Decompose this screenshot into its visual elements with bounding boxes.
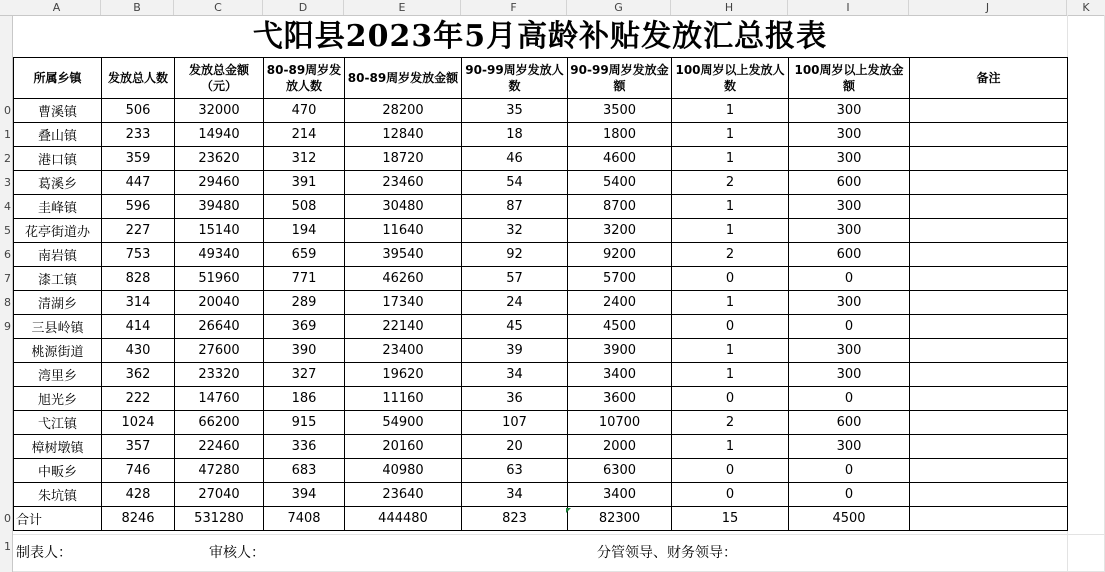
- table-cell[interactable]: 414: [102, 315, 175, 339]
- table-cell[interactable]: 1: [672, 99, 789, 123]
- table-cell[interactable]: 300: [789, 339, 910, 363]
- row-number[interactable]: 6: [4, 248, 11, 261]
- table-row: [14, 243, 1068, 267]
- table-cell[interactable]: 312: [264, 147, 345, 171]
- table-cell[interactable]: 300: [789, 99, 910, 123]
- table-cell[interactable]: 1800: [568, 123, 672, 147]
- table-row: [14, 363, 1068, 387]
- town-name-cell[interactable]: 花亭街道办: [14, 219, 102, 243]
- row-number[interactable]: 2: [4, 152, 11, 165]
- table-cell[interactable]: 359: [102, 147, 175, 171]
- table-cell[interactable]: 2400: [568, 291, 672, 315]
- table-cell[interactable]: 11640: [345, 219, 462, 243]
- table-cell[interactable]: [910, 267, 1068, 291]
- row-number[interactable]: 0: [4, 104, 11, 117]
- table-cell[interactable]: 394: [264, 483, 345, 507]
- table-cell[interactable]: 40980: [345, 459, 462, 483]
- table-cell[interactable]: 390: [264, 339, 345, 363]
- table-cell[interactable]: [910, 171, 1068, 195]
- table-row: [14, 435, 1068, 459]
- column-header-b[interactable]: B: [101, 0, 174, 15]
- table-cell[interactable]: 1: [672, 363, 789, 387]
- table-cell[interactable]: 3900: [568, 339, 672, 363]
- table-cell[interactable]: [910, 363, 1068, 387]
- table-cell[interactable]: 430: [102, 339, 175, 363]
- table-cell[interactable]: 300: [789, 219, 910, 243]
- total-cell[interactable]: 15: [672, 507, 789, 531]
- table-cell[interactable]: [910, 435, 1068, 459]
- table-cell[interactable]: 2: [672, 411, 789, 435]
- table-cell[interactable]: 828: [102, 267, 175, 291]
- table-cell[interactable]: 0: [672, 315, 789, 339]
- column-header-h[interactable]: H: [671, 0, 788, 15]
- table-cell[interactable]: 659: [264, 243, 345, 267]
- town-name-cell[interactable]: 桃源街道: [14, 339, 102, 363]
- town-name-cell[interactable]: 漆工镇: [14, 267, 102, 291]
- table-cell[interactable]: 753: [102, 243, 175, 267]
- table-cell[interactable]: 32000: [175, 99, 264, 123]
- total-cell[interactable]: 4500: [789, 507, 910, 531]
- town-name-cell[interactable]: 葛溪乡: [14, 171, 102, 195]
- header-cell[interactable]: 所属乡镇: [14, 58, 102, 99]
- table-cell[interactable]: 22140: [345, 315, 462, 339]
- table-cell[interactable]: 66200: [175, 411, 264, 435]
- table-cell[interactable]: [910, 411, 1068, 435]
- table-cell[interactable]: 1024: [102, 411, 175, 435]
- row-number[interactable]: 1: [4, 540, 11, 553]
- table-cell[interactable]: 2: [672, 243, 789, 267]
- table-cell[interactable]: 3600: [568, 387, 672, 411]
- town-name-cell[interactable]: 港口镇: [14, 147, 102, 171]
- table-cell[interactable]: 12840: [345, 123, 462, 147]
- preparer-label[interactable]: 制表人：: [16, 545, 72, 561]
- total-cell[interactable]: [910, 507, 1068, 531]
- table-cell[interactable]: [910, 339, 1068, 363]
- header-cell[interactable]: 100周岁以上发放人数: [672, 58, 789, 99]
- table-cell[interactable]: 22460: [175, 435, 264, 459]
- table-row: [14, 195, 1068, 219]
- town-name-cell[interactable]: 三县岭镇: [14, 315, 102, 339]
- table-cell[interactable]: 289: [264, 291, 345, 315]
- table-cell[interactable]: [910, 147, 1068, 171]
- table-cell[interactable]: 0: [672, 459, 789, 483]
- table-cell[interactable]: 915: [264, 411, 345, 435]
- table-cell[interactable]: 49340: [175, 243, 264, 267]
- table-cell[interactable]: 222: [102, 387, 175, 411]
- table-cell[interactable]: 11160: [345, 387, 462, 411]
- table-cell[interactable]: 0: [672, 387, 789, 411]
- table-cell[interactable]: 227: [102, 219, 175, 243]
- table-cell[interactable]: 1: [672, 291, 789, 315]
- table-cell[interactable]: 428: [102, 483, 175, 507]
- table-cell[interactable]: 771: [264, 267, 345, 291]
- row-number[interactable]: 8: [4, 296, 11, 309]
- table-cell[interactable]: 0: [789, 459, 910, 483]
- table-cell[interactable]: 1: [672, 123, 789, 147]
- table-row: [14, 483, 1068, 507]
- column-header-f[interactable]: F: [461, 0, 567, 15]
- table-cell[interactable]: 0: [789, 315, 910, 339]
- table-cell[interactable]: 0: [789, 267, 910, 291]
- table-cell[interactable]: 8700: [568, 195, 672, 219]
- total-row: [14, 507, 1068, 531]
- table-cell[interactable]: [910, 315, 1068, 339]
- table-cell[interactable]: 23400: [345, 339, 462, 363]
- table-row: [14, 123, 1068, 147]
- column-header-e[interactable]: E: [344, 0, 461, 15]
- town-name-cell[interactable]: 樟树墩镇: [14, 435, 102, 459]
- table-cell[interactable]: [910, 243, 1068, 267]
- table-row: [14, 147, 1068, 171]
- column-header-i[interactable]: I: [788, 0, 909, 15]
- table-cell[interactable]: 36: [462, 387, 568, 411]
- table-cell[interactable]: [910, 195, 1068, 219]
- column-header-j[interactable]: J: [909, 0, 1067, 15]
- row-number[interactable]: 5: [4, 224, 11, 237]
- table-cell[interactable]: 9200: [568, 243, 672, 267]
- table-cell[interactable]: [910, 123, 1068, 147]
- total-cell[interactable]: 531280: [175, 507, 264, 531]
- header-cell[interactable]: 90-99周岁发放人数: [462, 58, 568, 99]
- table-cell[interactable]: 508: [264, 195, 345, 219]
- table-cell[interactable]: 1: [672, 339, 789, 363]
- town-name-cell[interactable]: 叠山镇: [14, 123, 102, 147]
- table-cell[interactable]: 5400: [568, 171, 672, 195]
- total-cell[interactable]: 82300: [568, 507, 672, 531]
- table-cell[interactable]: 26640: [175, 315, 264, 339]
- table-cell[interactable]: 600: [789, 243, 910, 267]
- town-name-cell[interactable]: 中畈乡: [14, 459, 102, 483]
- header-cell[interactable]: 80-89周岁发放金额: [345, 58, 462, 99]
- table-cell[interactable]: 46260: [345, 267, 462, 291]
- row-number[interactable]: 3: [4, 176, 11, 189]
- leaders-label[interactable]: 分管领导、财务领导：: [597, 545, 737, 561]
- table-cell[interactable]: 1: [672, 147, 789, 171]
- table-cell[interactable]: 35: [462, 99, 568, 123]
- table-cell[interactable]: 92: [462, 243, 568, 267]
- table-cell[interactable]: [910, 99, 1068, 123]
- table-cell[interactable]: 369: [264, 315, 345, 339]
- table-cell[interactable]: [910, 387, 1068, 411]
- table-cell[interactable]: 23460: [345, 171, 462, 195]
- row-header-strip: [0, 16, 13, 572]
- table-cell[interactable]: 4500: [568, 315, 672, 339]
- table-cell[interactable]: 20040: [175, 291, 264, 315]
- table-cell[interactable]: 34: [462, 363, 568, 387]
- row-number[interactable]: 1: [4, 128, 11, 141]
- row-number[interactable]: 0: [4, 512, 11, 525]
- table-row: [14, 387, 1068, 411]
- table-cell[interactable]: 45: [462, 315, 568, 339]
- table-cell[interactable]: 23320: [175, 363, 264, 387]
- table-cell[interactable]: 0: [789, 387, 910, 411]
- row-number[interactable]: 4: [4, 200, 11, 213]
- table-cell[interactable]: [910, 291, 1068, 315]
- table-cell[interactable]: [910, 219, 1068, 243]
- table-row: [14, 267, 1068, 291]
- table-row: [14, 459, 1068, 483]
- table-cell[interactable]: 596: [102, 195, 175, 219]
- table-cell[interactable]: 107: [462, 411, 568, 435]
- table-cell[interactable]: 447: [102, 171, 175, 195]
- table-cell[interactable]: 20160: [345, 435, 462, 459]
- table-cell[interactable]: 506: [102, 99, 175, 123]
- table-row: [14, 339, 1068, 363]
- table-cell[interactable]: 214: [264, 123, 345, 147]
- table-cell[interactable]: 23620: [175, 147, 264, 171]
- table-cell[interactable]: 23640: [345, 483, 462, 507]
- table-cell[interactable]: 336: [264, 435, 345, 459]
- table-row: [14, 315, 1068, 339]
- table-cell[interactable]: 29460: [175, 171, 264, 195]
- table-cell[interactable]: 87: [462, 195, 568, 219]
- table-cell[interactable]: 46: [462, 147, 568, 171]
- table-cell[interactable]: 3200: [568, 219, 672, 243]
- header-cell[interactable]: 发放总人数: [102, 58, 175, 99]
- table-cell[interactable]: 1: [672, 435, 789, 459]
- table-cell[interactable]: 54: [462, 171, 568, 195]
- table-cell[interactable]: 5700: [568, 267, 672, 291]
- table-cell[interactable]: 6300: [568, 459, 672, 483]
- table-cell[interactable]: 300: [789, 291, 910, 315]
- table-cell[interactable]: 3500: [568, 99, 672, 123]
- column-header-d[interactable]: D: [263, 0, 344, 15]
- column-header-a[interactable]: A: [13, 0, 101, 15]
- table-row: [14, 291, 1068, 315]
- table-row: [14, 99, 1068, 123]
- table-cell[interactable]: 54900: [345, 411, 462, 435]
- town-name-cell[interactable]: 清湖乡: [14, 291, 102, 315]
- reviewer-label[interactable]: 审核人：: [209, 545, 265, 561]
- table-cell[interactable]: 0: [672, 483, 789, 507]
- table-cell[interactable]: 300: [789, 147, 910, 171]
- town-name-cell[interactable]: 弋江镇: [14, 411, 102, 435]
- table-row: [14, 219, 1068, 243]
- table-cell[interactable]: 300: [789, 363, 910, 387]
- table-cell[interactable]: 600: [789, 171, 910, 195]
- table-cell[interactable]: 15140: [175, 219, 264, 243]
- table-cell[interactable]: 2: [672, 171, 789, 195]
- table-cell[interactable]: 4600: [568, 147, 672, 171]
- column-header-c[interactable]: C: [174, 0, 263, 15]
- table-cell[interactable]: 27040: [175, 483, 264, 507]
- row-number[interactable]: 7: [4, 272, 11, 285]
- table-cell[interactable]: 362: [102, 363, 175, 387]
- table-cell[interactable]: 14760: [175, 387, 264, 411]
- table-cell[interactable]: 1: [672, 219, 789, 243]
- table-cell[interactable]: 63: [462, 459, 568, 483]
- table-cell[interactable]: 39480: [175, 195, 264, 219]
- total-cell[interactable]: 823: [462, 507, 568, 531]
- table-cell[interactable]: 186: [264, 387, 345, 411]
- table-header-row: [14, 58, 1068, 99]
- table-row: [14, 411, 1068, 435]
- table-cell[interactable]: 3400: [568, 363, 672, 387]
- header-cell[interactable]: 100周岁以上发放金额: [789, 58, 910, 99]
- town-name-cell[interactable]: 曹溪镇: [14, 99, 102, 123]
- table-cell[interactable]: 34: [462, 483, 568, 507]
- table-row: [14, 171, 1068, 195]
- cell-comment-indicator: [566, 508, 571, 513]
- table-cell[interactable]: 233: [102, 123, 175, 147]
- table-cell[interactable]: 194: [264, 219, 345, 243]
- table-cell[interactable]: 39: [462, 339, 568, 363]
- table-cell[interactable]: 19620: [345, 363, 462, 387]
- total-cell[interactable]: 8246: [102, 507, 175, 531]
- row-number[interactable]: 9: [4, 320, 11, 333]
- table-cell[interactable]: 300: [789, 123, 910, 147]
- table-cell[interactable]: 357: [102, 435, 175, 459]
- table-cell[interactable]: 0: [789, 483, 910, 507]
- table-cell[interactable]: 17340: [345, 291, 462, 315]
- table-cell[interactable]: 1: [672, 195, 789, 219]
- town-name-cell[interactable]: 朱坑镇: [14, 483, 102, 507]
- column-header-k[interactable]: K: [1082, 1, 1090, 14]
- column-header-row: [0, 0, 1105, 16]
- town-name-cell[interactable]: 南岩镇: [14, 243, 102, 267]
- table-cell[interactable]: 14940: [175, 123, 264, 147]
- table-cell[interactable]: [910, 459, 1068, 483]
- column-header-g[interactable]: G: [567, 0, 671, 15]
- table-cell[interactable]: 47280: [175, 459, 264, 483]
- header-cell[interactable]: 80-89周岁发放人数: [264, 58, 345, 99]
- table-cell[interactable]: 314: [102, 291, 175, 315]
- table-cell[interactable]: 300: [789, 435, 910, 459]
- table-cell[interactable]: 600: [789, 411, 910, 435]
- table-cell[interactable]: 24: [462, 291, 568, 315]
- table-cell[interactable]: 20: [462, 435, 568, 459]
- table-cell[interactable]: 57: [462, 267, 568, 291]
- header-cell[interactable]: 发放总金额（元）: [175, 58, 264, 99]
- table-cell[interactable]: 3400: [568, 483, 672, 507]
- subsidy-summary-table: [13, 57, 1068, 531]
- town-name-cell[interactable]: 湾里乡: [14, 363, 102, 387]
- table-cell[interactable]: 10700: [568, 411, 672, 435]
- table-cell[interactable]: 32: [462, 219, 568, 243]
- table-cell[interactable]: 18720: [345, 147, 462, 171]
- table-cell[interactable]: 51960: [175, 267, 264, 291]
- table-cell[interactable]: 683: [264, 459, 345, 483]
- town-name-cell[interactable]: 旭光乡: [14, 387, 102, 411]
- town-name-cell[interactable]: 圭峰镇: [14, 195, 102, 219]
- header-cell[interactable]: 90-99周岁发放金额: [568, 58, 672, 99]
- table-cell[interactable]: 470: [264, 99, 345, 123]
- table-cell[interactable]: 300: [789, 195, 910, 219]
- table-cell[interactable]: 27600: [175, 339, 264, 363]
- total-cell[interactable]: 7408: [264, 507, 345, 531]
- total-cell[interactable]: 444480: [345, 507, 462, 531]
- table-cell[interactable]: [910, 483, 1068, 507]
- table-cell[interactable]: 30480: [345, 195, 462, 219]
- table-cell[interactable]: 746: [102, 459, 175, 483]
- table-cell[interactable]: 327: [264, 363, 345, 387]
- table-cell[interactable]: 2000: [568, 435, 672, 459]
- table-cell[interactable]: 18: [462, 123, 568, 147]
- table-cell[interactable]: 0: [672, 267, 789, 291]
- total-label-cell[interactable]: 合计: [14, 507, 102, 531]
- report-title[interactable]: 弋阳县2023年5月高龄补贴发放汇总报表: [252, 19, 828, 54]
- table-cell[interactable]: 391: [264, 171, 345, 195]
- table-cell[interactable]: 39540: [345, 243, 462, 267]
- table-cell[interactable]: 28200: [345, 99, 462, 123]
- header-cell[interactable]: 备注: [910, 58, 1068, 99]
